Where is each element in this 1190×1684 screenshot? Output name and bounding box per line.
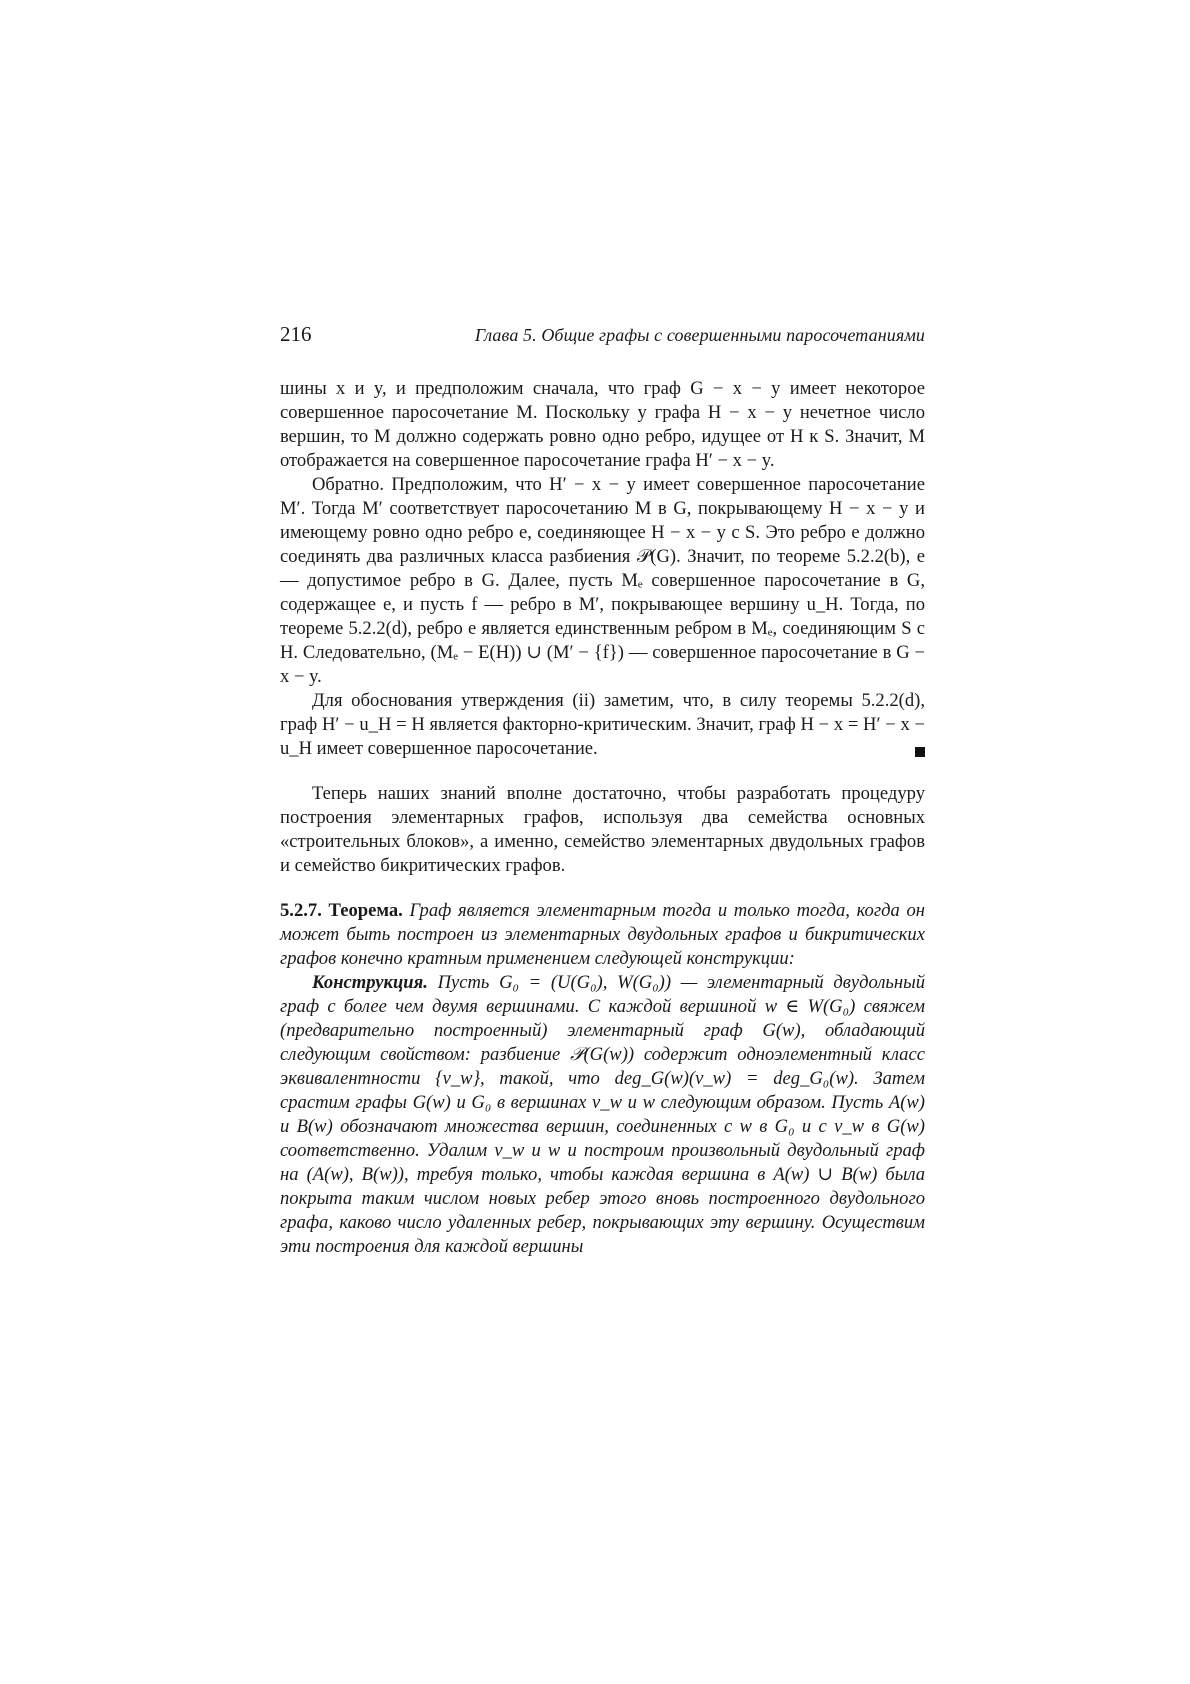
construction-label: Конструкция. <box>312 972 428 993</box>
page-number: 216 <box>280 322 312 346</box>
book-page <box>280 322 925 1259</box>
running-title: Глава 5. Общие графы с совершенными паросочетаниями <box>474 325 925 345</box>
paragraph-converse: Обратно. Предположим, что H′ − x − y имеет совершенное паросочетание M′. Тогда M′ соответствует паросочетанию M в G, покрывающему H − x − y и имеющему ровно одно ребро e, соединяющее H − x − y с S. Это ребро e должно соединять два различных класса разбиения 𝒫(G). Значит, по теореме 5.2.2(b), e — допустимое ребро в G. Далее, пусть Mₑ совершенное паросочетание в G, содержащее e, и пусть f — ребро в M′, покрывающее вершину u_H. Тогда, по теореме 5.2.2(d), ребро e является единственным ребром в Mₑ, соединяющим S с H. Следовательно, (Mₑ − E(H)) ∪ (M′ − {f}) — совершенное паросочетание в G − x − y. <box>280 474 925 687</box>
paragraph-claim-ii <box>280 689 925 761</box>
theorem-statement: Граф является элементарным тогда и только тогда, когда он может быть построен из элементарных двудольных графов и бикритических графов конечно кратным применением следующей конструкции: <box>280 900 925 969</box>
theorem-label: 5.2.7. Теорема. <box>280 900 403 921</box>
construction-statement: Пусть G₀ = (U(G₀), W(G₀)) — элементарный двудольный граф с более чем двумя вершинами. С каждой вершиной w ∈ W(G₀) свяжем (предварительно построенный) элементарный граф G(w), обладающий следующим свойством: разбиение 𝒫(G(w)) содержит одноэлементный класс эквивалентности {v_w}, такой, что deg_G(w)(v_w) = deg_G₀(w). Затем срастим графы G(w) и G₀ в вершинах v_w и w следующим образом. Пусть A(w) и B(w) обозначают множества вершин, соединенных с w в G₀ и с v_w в G(w) соответственно. Удалим v_w и w и построим произвольный двудольный граф на (A(w), B(w)), требуя только, чтобы каждая вершина в A(w) ∪ B(w) была покрыта таким числом новых ребер этого вновь построенного двудольного графа, каково число удаленных ребер, покрывающих эту вершину. Осуществим эти построения для каждой вершины <box>280 972 926 1257</box>
theorem-5-2-7 <box>280 899 925 971</box>
page-header <box>280 322 925 347</box>
paragraph-building-blocks: Теперь наших знаний вполне достаточно, чтобы разработать процедуру построения элементарных графов, используя два семейства основных «строительных блоков», а именно, семейство элементарных двудольных графов и семейство бикритических графов. <box>280 783 925 876</box>
qed-square-icon <box>915 747 925 757</box>
paragraph-continuation: шины x и y, и предположим сначала, что граф G − x − y имеет некоторое совершенное паросочетание M. Поскольку у графа H − x − y нечетное число вершин, то M должно содержать ровно одно ребро, идущее от H к S. Значит, M отображается на совершенное паросочетание графа H′ − x − y. <box>280 378 925 471</box>
paragraph-claim-ii-text: Для обоснования утверждения (ii) заметим, что, в силу теоремы 5.2.2(d), граф H′ − u_H = H является факторно-критическим. Значит, граф H − x = H′ − x − u_H имеет совершенное паросочетание. <box>280 690 925 759</box>
construction-paragraph <box>280 971 925 1259</box>
